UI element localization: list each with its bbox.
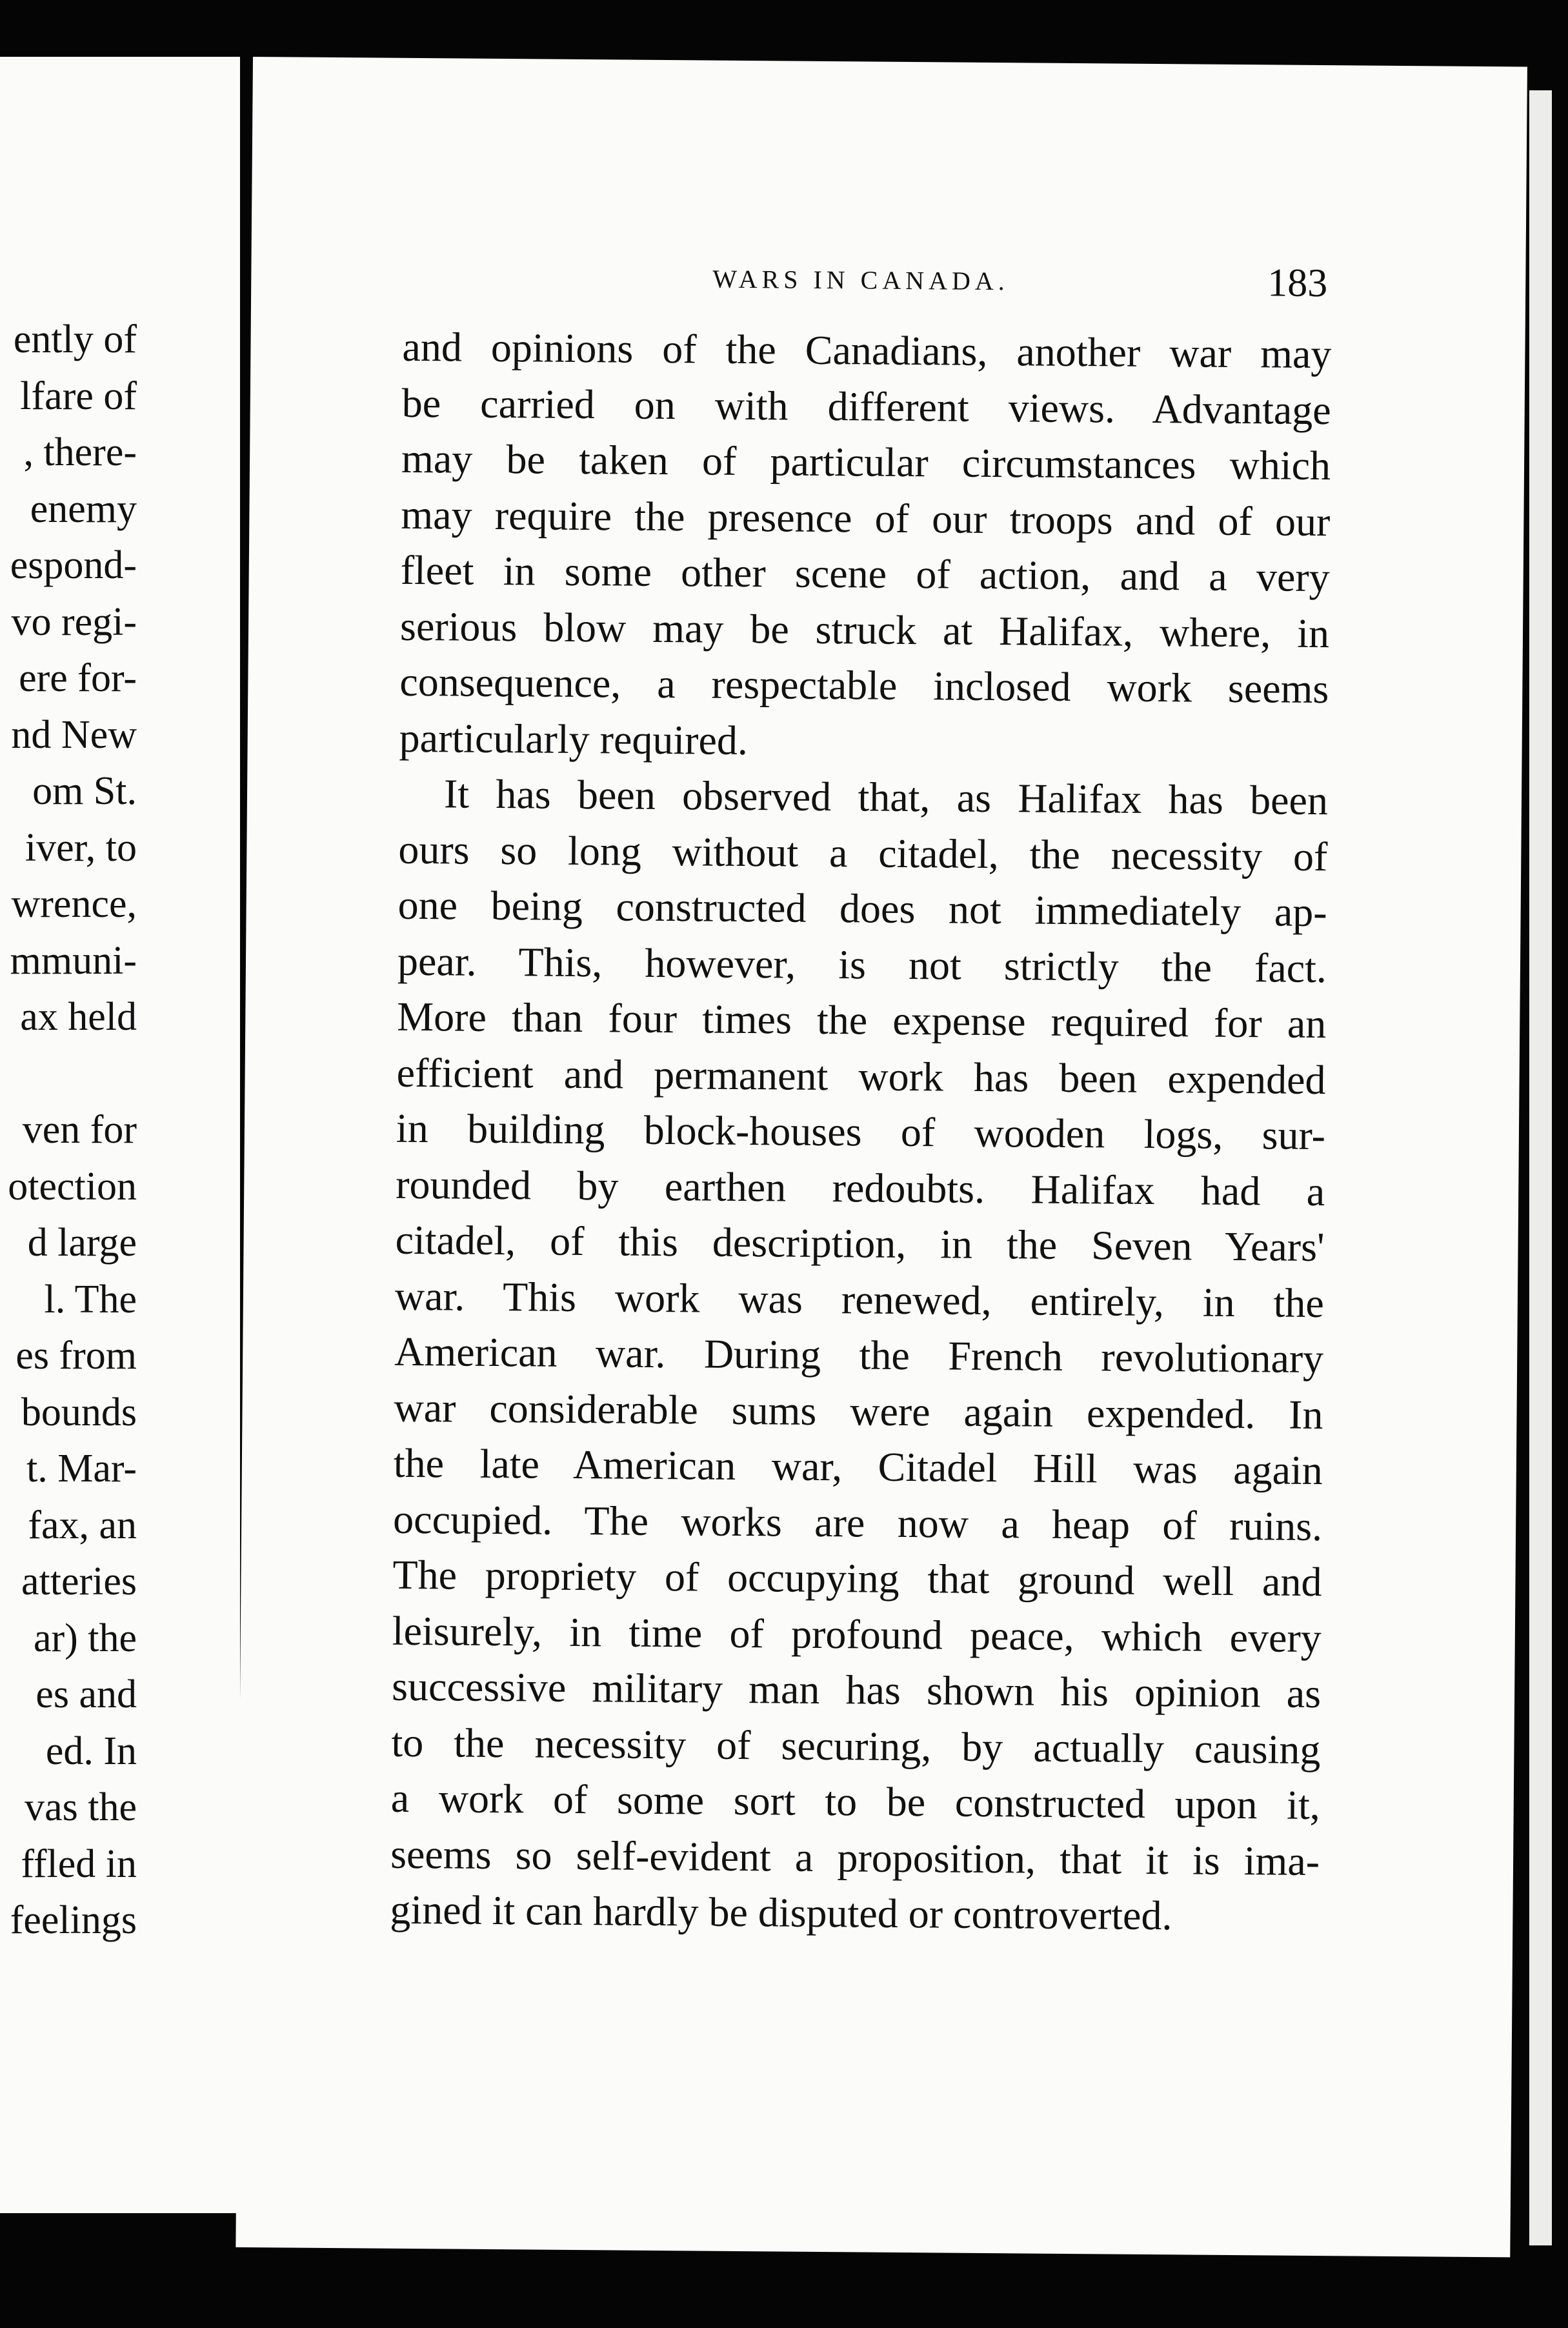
fragment-line: atteries <box>21 1560 137 1603</box>
text-line: More than four times the expense required for an <box>397 993 1327 1047</box>
fragment-line: lfare of <box>20 374 137 418</box>
text-line: to the necessity of securing, by actually causing <box>391 1719 1321 1772</box>
text-line: gined it can hardly be disputed or controverted. <box>390 1886 1172 1939</box>
text-line: leisurely, in time of profound peace, which every <box>392 1607 1322 1661</box>
fragment-line: enemy <box>30 487 137 531</box>
text-line: may be taken of particular circumstances which <box>401 435 1331 489</box>
fragment-line: ere for- <box>19 656 137 700</box>
text-line: occupied. The works are now a heap of ruins. <box>392 1496 1323 1549</box>
fragment-line: ed. In <box>45 1729 137 1773</box>
text-line: one being constructed does not immediately ap- <box>397 881 1327 936</box>
fragment-line: nd New <box>11 712 137 757</box>
text-line: serious blow may be struck at Halifax, where, in <box>399 603 1330 656</box>
text-line: the late American war, Citadel Hill was again <box>393 1440 1323 1494</box>
text-line: be carried on with different views. Advantage <box>401 379 1332 433</box>
text-line: consequence, a respectable inclosed work seems <box>399 658 1329 712</box>
text-line: a work of some sort to be constructed upon it, <box>390 1774 1321 1829</box>
text-line: rounded by earthen redoubts. Halifax had a <box>396 1161 1325 1214</box>
fragment-line: vas the <box>25 1785 137 1829</box>
fragment-line: ffled in <box>21 1841 137 1886</box>
fragment-line: otection <box>8 1164 137 1209</box>
left-page-text-fragments <box>0 312 137 1949</box>
fragment-line: fax, an <box>28 1503 137 1547</box>
page-edge-strip <box>1529 90 1552 2245</box>
text-line: particularly required. <box>399 714 749 763</box>
right-page <box>236 57 1527 2257</box>
fragment-line: iver, to <box>25 825 137 870</box>
fragment-line: feelings <box>10 1898 137 1942</box>
text-line: pear. This, however, is not strictly the fact. <box>397 938 1327 991</box>
text-line: and opinions of the Canadians, another war may <box>402 323 1332 377</box>
running-head: WARS IN CANADA. <box>712 264 1009 296</box>
fragment-line: d large <box>27 1221 137 1265</box>
text-line: war. This work was renewed, entirely, in the <box>394 1272 1325 1326</box>
text-line: efficient and permanent work has been expended <box>396 1049 1326 1103</box>
fragment-line: vo regi- <box>11 599 137 644</box>
fragment-line: l. The <box>44 1277 137 1321</box>
text-line: citadel, of this description, in the Seven Years' <box>395 1216 1325 1270</box>
text-line: in building block-houses of wooden logs, sur- <box>396 1105 1326 1159</box>
fragment-line: t. Mar- <box>26 1447 137 1490</box>
fragment-line: mmuni- <box>10 938 137 983</box>
fragment-line: espond- <box>10 543 137 587</box>
fragment-line: es from <box>15 1334 137 1378</box>
text-line: American war. During the French revolutionary <box>394 1328 1324 1382</box>
text-line: The propriety of occupying that ground well and <box>392 1551 1322 1605</box>
fragment-line: ven for <box>22 1108 137 1152</box>
fragment-line: om St. <box>32 769 137 813</box>
fragment-line: , there- <box>23 430 137 474</box>
paragraph-first-line: It has been observed that, as Halifax has been <box>443 770 1329 824</box>
fragment-line: es and <box>35 1672 137 1716</box>
text-line: may require the presence of our troops and of our <box>401 491 1331 545</box>
fragment-line: wrence, <box>11 882 137 926</box>
fragment-line: ently of <box>13 317 137 361</box>
fragment-line: ar) the <box>33 1616 137 1660</box>
text-line: seems so self-evident a proposition, that it is ima- <box>390 1831 1320 1884</box>
fragment-line: ax held <box>20 995 137 1039</box>
text-line: ours so long without a citadel, the necessity of <box>398 826 1328 879</box>
fragment-line: bounds <box>21 1390 137 1434</box>
left-page <box>0 57 240 2213</box>
fragment-line <box>0 1046 137 1103</box>
text-line: successive military man has shown his opinion as <box>391 1663 1322 1717</box>
text-line: war considerable sums were again expended. In <box>394 1384 1323 1438</box>
page-number: 183 <box>1267 261 1328 306</box>
body-text <box>390 319 1332 1945</box>
text-line: fleet in some other scene of action, and a very <box>400 547 1330 601</box>
